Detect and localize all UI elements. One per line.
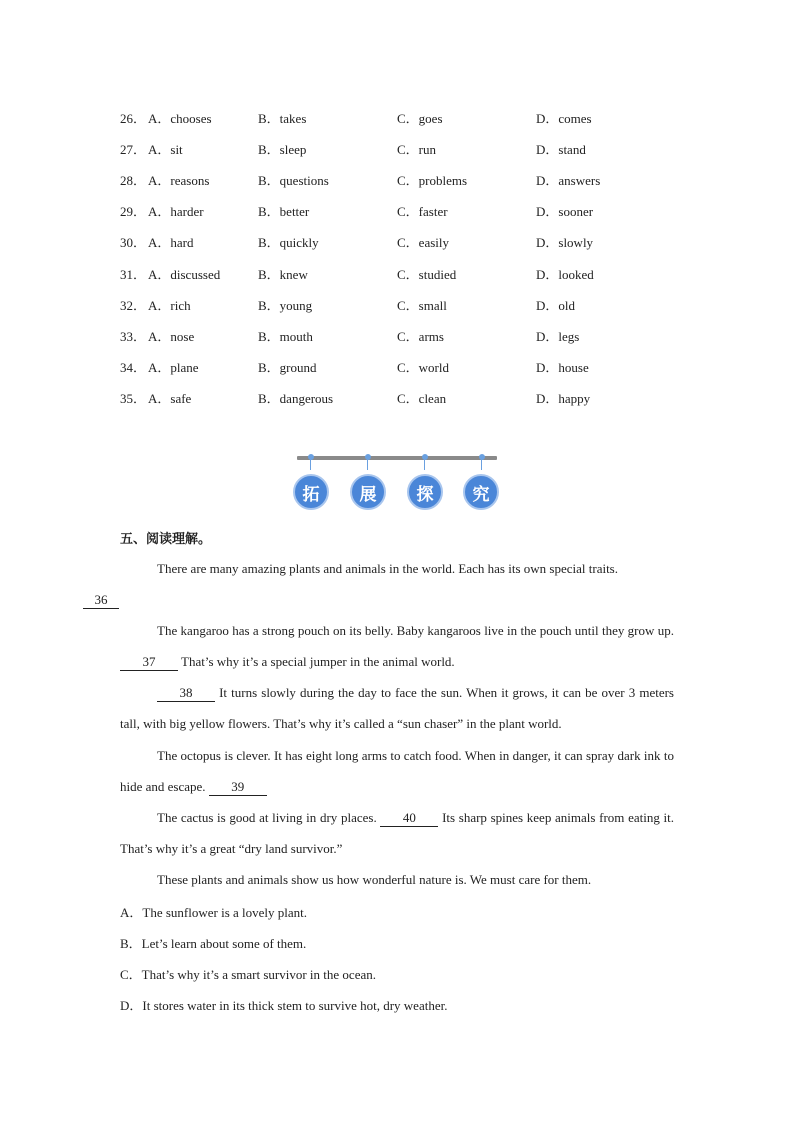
paragraph-text: That’s why it’s a special jumper in the animal world. <box>178 654 455 670</box>
option-c: C．goes <box>397 111 443 127</box>
option-b: B．better <box>258 204 310 220</box>
option-c: C．clean <box>397 390 447 406</box>
answer-choices <box>120 897 447 1021</box>
blank-38: 38 <box>157 685 215 702</box>
option-b: B．sleep <box>258 142 307 158</box>
option-a: A．discussed <box>148 266 221 282</box>
choice-a: A．The sunflower is a lovely plant. <box>120 905 308 920</box>
option-a: A．nose <box>148 328 195 344</box>
option-d: D．happy <box>536 390 591 406</box>
question-number: 28． <box>120 173 147 189</box>
banner-char: 拓 <box>293 474 329 510</box>
paragraph-text: These plants and animals show us how wonderful nature is. We must care for them. <box>157 871 592 887</box>
option-d: D．slowly <box>536 235 594 251</box>
question-row <box>120 351 690 382</box>
question-row <box>120 382 690 413</box>
option-d: D．legs <box>536 328 580 344</box>
option-d: D．answers <box>536 173 601 189</box>
paragraph-text: The kangaroo has a strong pouch on its belly. Baby kangaroos live in the pouch until they grow up. <box>157 623 674 639</box>
option-c: C．world <box>397 359 450 375</box>
question-number: 35． <box>120 390 147 406</box>
banner-stem <box>481 459 482 470</box>
option-b: B．quickly <box>258 235 319 251</box>
option-c: C．studied <box>397 266 457 282</box>
paragraph <box>120 802 674 864</box>
paragraph <box>120 864 674 895</box>
option-d: D．comes <box>536 111 592 127</box>
option-c: C．small <box>397 297 447 313</box>
paragraph-text: The octopus is clever. It has eight long arms to catch food. When in danger, it can spray dark ink to hide and escape. <box>120 747 674 794</box>
choice-d: D．It stores water in its thick stem to survive hot, dry weather. <box>120 998 448 1014</box>
option-a: A．chooses <box>148 111 212 127</box>
option-b: B．dangerous <box>258 390 334 406</box>
option-b: B．mouth <box>258 328 313 344</box>
banner-dot <box>422 454 428 460</box>
option-b: B．young <box>258 297 313 313</box>
choice-b: B．Let’s learn about some of them. <box>120 936 307 952</box>
question-row <box>120 289 690 320</box>
banner-dot <box>308 454 314 460</box>
question-row <box>120 133 690 164</box>
option-c: C．problems <box>397 173 468 189</box>
paragraph <box>120 740 674 802</box>
banner-bar <box>297 456 497 460</box>
paragraph-text: Its sharp spines keep animals from eating it. That’s why it’s a great “dry land survivor.” <box>120 809 674 856</box>
question-number: 29． <box>120 204 147 220</box>
banner-char: 探 <box>407 474 443 510</box>
question-number: 26． <box>120 111 147 127</box>
reading-passage <box>94 553 674 895</box>
question-number: 34． <box>120 359 147 375</box>
options-table <box>120 102 690 413</box>
option-d: D．old <box>536 297 576 313</box>
paragraph <box>94 553 674 615</box>
option-b: B．ground <box>258 359 317 375</box>
paragraph <box>120 677 674 739</box>
question-number: 31． <box>120 266 147 282</box>
paragraph <box>120 615 674 677</box>
banner-char: 究 <box>463 474 499 510</box>
paragraph-text: The cactus is good at living in dry places. <box>157 809 381 825</box>
banner-dot <box>479 454 485 460</box>
option-c: C．faster <box>397 204 448 220</box>
question-row <box>120 226 690 257</box>
banner-stem <box>310 459 311 470</box>
option-a: A．safe <box>148 390 192 406</box>
question-number: 27． <box>120 142 147 158</box>
option-d: D．looked <box>536 266 594 282</box>
blank-36: 36 <box>83 592 119 609</box>
banner-dot <box>365 454 371 460</box>
banner-stem <box>367 459 368 470</box>
option-c: C．arms <box>397 328 444 344</box>
paragraph-text: It turns slowly during the day to face the sun. When it grows, it can be over 3 meters tall, with big yellow flowers. That’s why it’s called a “sun chaser” in the plant world. <box>120 685 674 732</box>
option-a: A．plane <box>148 359 199 375</box>
blank-37: 37 <box>120 654 178 671</box>
question-row <box>120 195 690 226</box>
question-row <box>120 257 690 288</box>
option-a: A．sit <box>148 142 183 158</box>
option-a: A．harder <box>148 204 204 220</box>
question-row <box>120 164 690 195</box>
option-d: D．sooner <box>536 204 594 220</box>
banner-char: 展 <box>350 474 386 510</box>
blank-40: 40 <box>380 810 438 827</box>
option-b: B．questions <box>258 173 329 189</box>
question-number: 32． <box>120 297 147 313</box>
option-a: A．reasons <box>148 173 210 189</box>
question-row <box>120 102 690 133</box>
paragraph-text: There are many amazing plants and animals in the world. Each has its own special traits. <box>157 561 618 576</box>
question-row <box>120 320 690 351</box>
question-number: 33． <box>120 328 147 344</box>
choice-c: C．That’s why it’s a smart survivor in the ocean. <box>120 967 376 983</box>
section-title: 五、阅读理解。 <box>120 532 212 547</box>
option-d: D．house <box>536 359 589 375</box>
option-b: B．knew <box>258 266 308 282</box>
banner-stem <box>424 459 425 470</box>
option-c: C．run <box>397 142 437 158</box>
option-d: D．stand <box>536 142 586 158</box>
option-a: A．hard <box>148 235 194 251</box>
option-b: B．takes <box>258 111 307 127</box>
question-number: 30． <box>120 235 147 251</box>
blank-39: 39 <box>209 779 267 796</box>
option-a: A．rich <box>148 297 191 313</box>
extension-banner <box>293 452 503 514</box>
option-c: C．easily <box>397 235 449 251</box>
